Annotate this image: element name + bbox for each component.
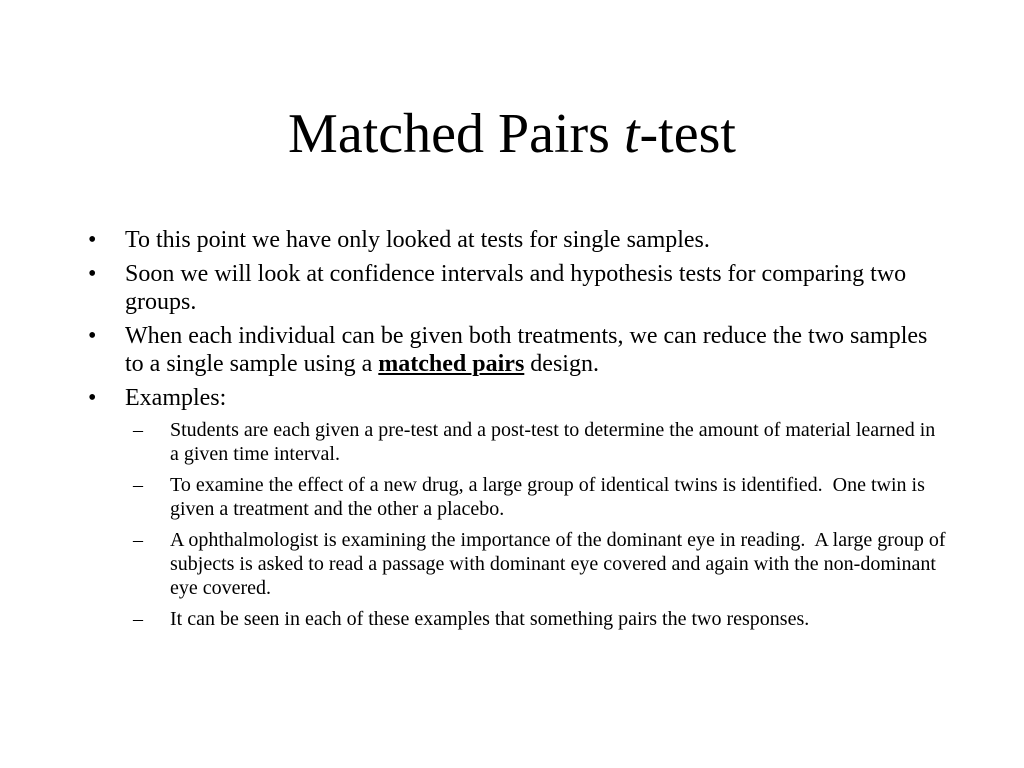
bullet-icon: • — [88, 323, 97, 349]
bullet-text-end: design. — [524, 351, 599, 377]
bullet-text: Soon we will look at confidence intervals and hypothesis tests for comparing two groups. — [125, 261, 907, 315]
example-item — [133, 607, 948, 631]
dash-icon: – — [133, 608, 143, 630]
dash-icon: – — [133, 529, 143, 551]
example-item — [133, 473, 948, 521]
title-suffix-text: -test — [639, 103, 736, 165]
bullet-text: Examples: — [125, 385, 227, 411]
examples-list — [133, 418, 951, 631]
example-text: A ophthalmologist is examining the importance of the dominant eye in reading. A large group of subjects is asked to read a passage with dominant eye covered and again with the non-dominant eye covered. — [170, 529, 951, 599]
example-item — [133, 418, 948, 466]
matched-pairs-emphasis: matched pairs — [378, 351, 525, 377]
title-main-text: Matched Pairs — [288, 103, 624, 165]
bullet-item — [88, 260, 948, 316]
bullet-item-examples — [88, 384, 948, 412]
bullet-text: To this point we have only looked at tests for single samples. — [125, 227, 710, 253]
example-text: Students are each given a pre-test and a post-test to determine the amount of material learned in a given time interval. — [170, 419, 936, 465]
title-italic-t: t — [623, 103, 640, 165]
bullet-icon: • — [88, 261, 97, 287]
example-text: It can be seen in each of these examples that something pairs the two responses. — [170, 608, 810, 630]
bullet-icon: • — [88, 385, 97, 411]
bullet-text: When each individual can be given both treatments, we can reduce the two samples to a single sample using a — [125, 323, 928, 377]
slide-body — [88, 226, 951, 638]
example-item — [133, 528, 951, 600]
bullet-item — [88, 226, 948, 254]
slide-title — [0, 98, 1024, 170]
dash-icon: – — [133, 474, 143, 496]
bullet-icon: • — [88, 227, 97, 253]
dash-icon: – — [133, 419, 143, 441]
bullet-item — [88, 322, 948, 378]
example-text: To examine the effect of a new drug, a large group of identical twins is identified. One twin is given a treatment and the other a placebo. — [170, 474, 930, 520]
